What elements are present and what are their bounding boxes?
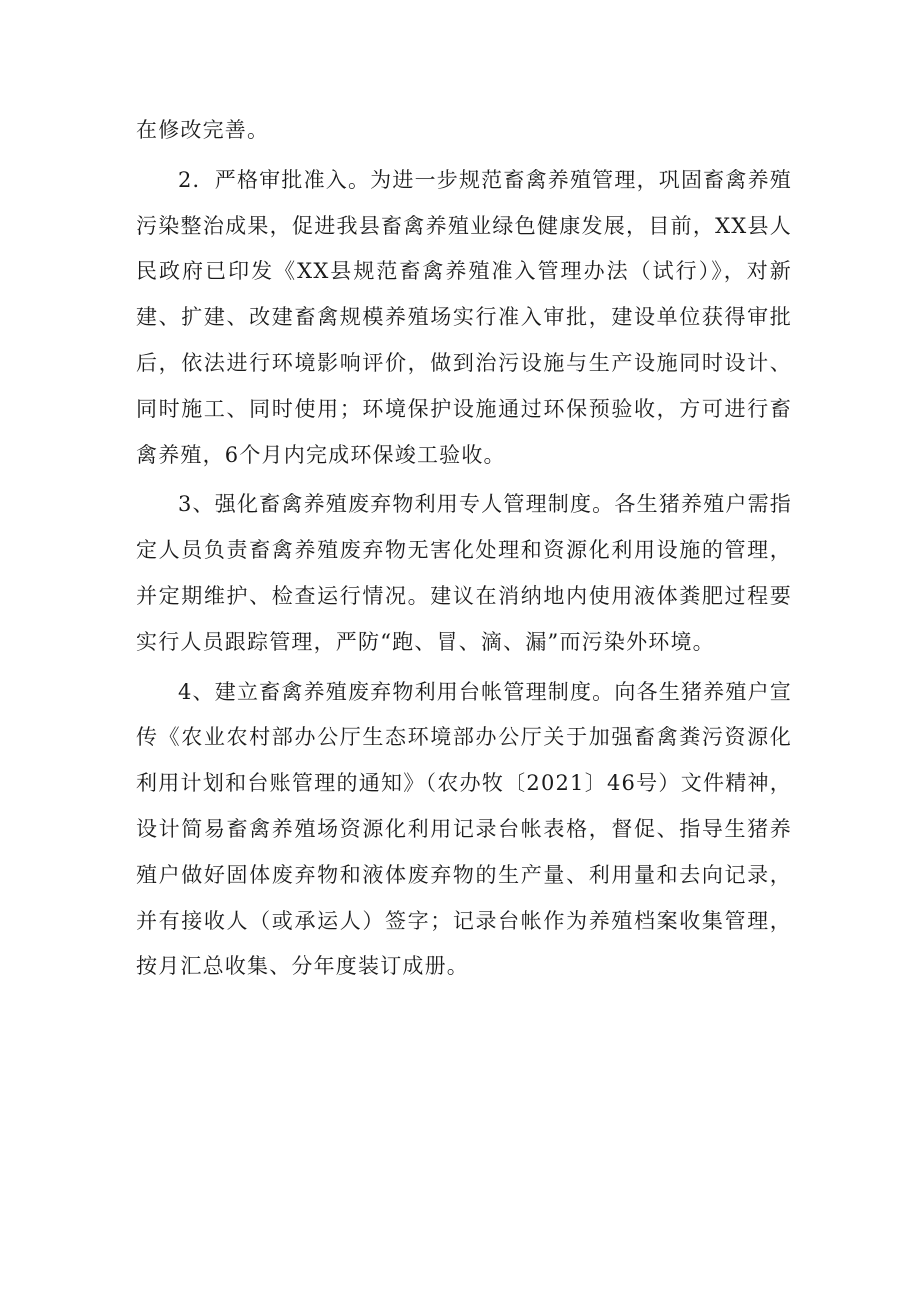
paragraph-ledger-system: 4、建立畜禽养殖废弃物利用台帐管理制度。向各生猪养殖户宣传《农业农村部办公厅生态环境部办公厅关于加强畜禽粪污资源化利用计划和台账管理的通知》（农办牧〔2021〕46号）文件精神，设计简易畜禽养殖场资源化利用记录台帐表格，督促、指导生猪养殖户做好固体废弃物和液体废弃物的生产量、利用量和去向记录，并有接收人（或承运人）签字；记录台帐作为养殖档案收集管理，按月汇总收集、分年度装订成册。 — [136, 679, 792, 979]
paragraph-strict-approval: 2．严格审批准入。为进一步规范畜禽养殖管理，巩固畜禽养殖污染整治成果，促进我县畜禽养殖业绿色健康发展，目前，XX县人民政府已印发《XX县规范畜禽养殖准入管理办法（试行）》，对新建、扩建、改建畜禽规模养殖场实行准入审批，建设单位获得审批后，依法进行环境影响评价，做到治污设施与生产设施同时设计、同时施工、同时使用；环境保护设施通过环保预验收，方可进行畜禽养殖，6个月内完成环保竣工验收。 — [136, 167, 792, 467]
paragraph-continuation: 在修改完善。 — [136, 118, 270, 142]
paragraph-waste-management: 3、强化畜禽养殖废弃物利用专人管理制度。各生猪养殖户需指定人员负责畜禽养殖废弃物无害化处理和资源化利用设施的管理，并定期维护、检查运行情况。建议在消纳地内使用液体粪肥过程要实行人员跟踪管理，严防“跑、冒、滴、漏”而污染外环境。 — [136, 492, 792, 654]
document-body — [136, 108, 792, 990]
